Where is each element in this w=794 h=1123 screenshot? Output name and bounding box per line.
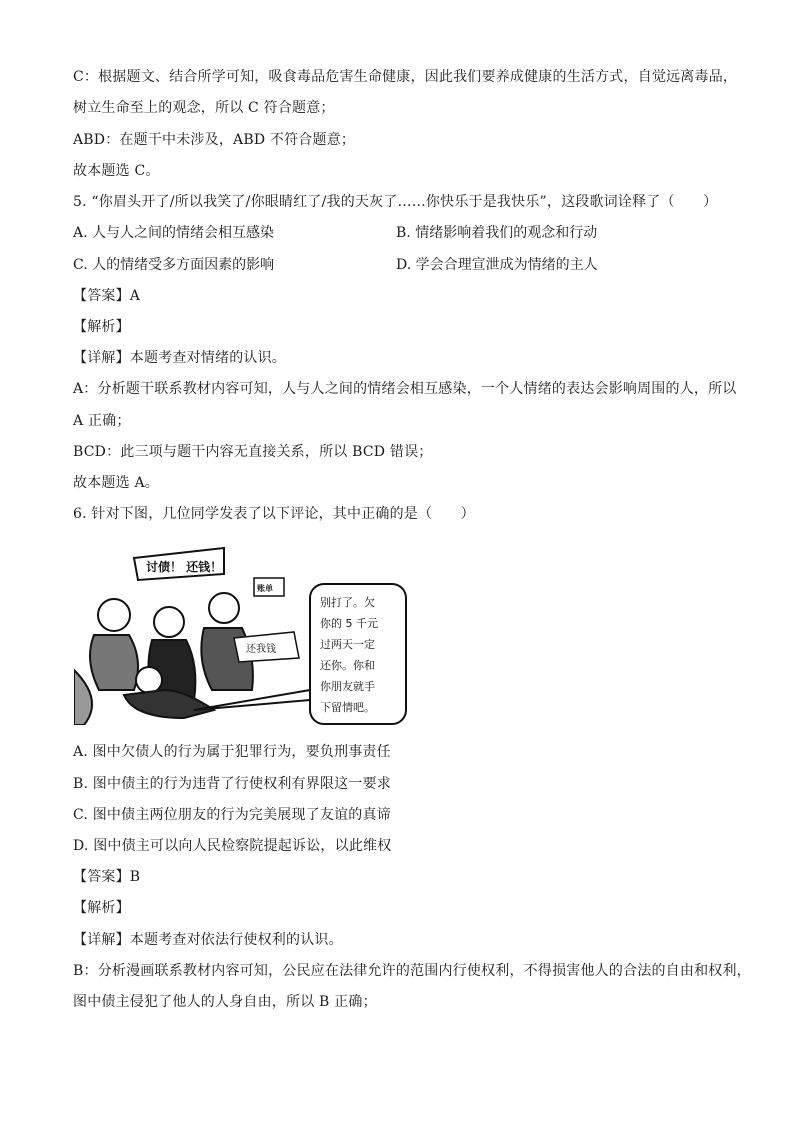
detail-text: 【详解】本题考查对情绪的认识。: [73, 350, 286, 366]
text-line: A：分析题干联系教材内容可知，人与人之间的情绪会相互感染，一个人情绪的表达会影响周围的人，所以: [73, 381, 737, 397]
question-6-option-a: A. 图中欠债人的行为属于犯罪行为，要负刑事责任: [73, 744, 391, 760]
question-5-option-a: A. 人与人之间的情绪会相互感染: [73, 225, 275, 241]
question-5-stem: 5. “你眉头开了/所以我笑了/你眼睛红了/我的天灰了……你快乐于是我快乐”，这段歌词诠释了（ ）: [73, 194, 718, 210]
cartoon-speech-line: 你朋友就手: [320, 680, 375, 693]
cartoon-speech-line: 过两天一定: [320, 638, 375, 651]
question-6-option-b: B. 图中债主的行为违背了行使权利有界限这一要求: [73, 776, 391, 792]
question-5-option-d: D. 学会合理宣泄成为情绪的主人: [396, 257, 598, 273]
analysis-label: 【解析】: [73, 319, 130, 335]
cartoon-speech-line: 下留情吧。: [320, 701, 375, 714]
text-line: A 正确；: [73, 413, 131, 429]
answer-label: 【答案】B: [73, 869, 141, 885]
cartoon-sign-text: 还我钱: [246, 644, 276, 655]
cartoon-note-text: 账单: [257, 584, 273, 593]
text-line: 故本题选 C。: [73, 163, 160, 179]
answer-label: 【答案】A: [73, 288, 141, 304]
detail-text: 【详解】本题考查对依法行使权利的认识。: [73, 932, 343, 948]
text-line: ABD：在题干中未涉及，ABD 不符合题意；: [73, 132, 356, 148]
text-line: 故本题选 A。: [73, 475, 159, 491]
question-5-option-b: B. 情绪影响着我们的观念和行动: [396, 225, 598, 241]
text-line: 图中债主侵犯了他人的人身自由，所以 B 正确；: [73, 994, 377, 1010]
question-6-stem: 6. 针对下图，几位同学发表了以下评论，其中正确的是（ ）: [73, 506, 475, 522]
cartoon-speech-line: 你的 5 千元: [320, 617, 378, 630]
cartoon-banner-text: 讨债！ 还钱！: [146, 560, 223, 574]
question-5-option-c: C. 人的情绪受多方面因素的影响: [73, 257, 275, 273]
question-6-option-c: C. 图中债主两位朋友的行为完美展现了友谊的真谛: [73, 807, 391, 823]
analysis-label: 【解析】: [73, 900, 130, 916]
cartoon-speech-line: 别打了。欠: [320, 596, 375, 609]
debt-cartoon-image: [74, 540, 414, 725]
text-line: C：根据题文、结合所学可知，吸食毒品危害生命健康，因此我们要养成健康的生活方式，自觉远离毒品，: [73, 69, 738, 85]
text-line: BCD：此三项与题干内容无直接关系，所以 BCD 错误；: [73, 444, 433, 460]
text-line: 树立生命至上的观念，所以 C 符合题意；: [73, 100, 335, 116]
question-6-option-d: D. 图中债主可以向人民检察院提起诉讼，以此维权: [73, 838, 392, 854]
cartoon-speech-line: 还你。你和: [320, 659, 375, 672]
text-line: B：分析漫画联系教材内容可知，公民应在法律允许的范围内行使权利，不得损害他人的合法的自由和权利，: [73, 963, 751, 979]
